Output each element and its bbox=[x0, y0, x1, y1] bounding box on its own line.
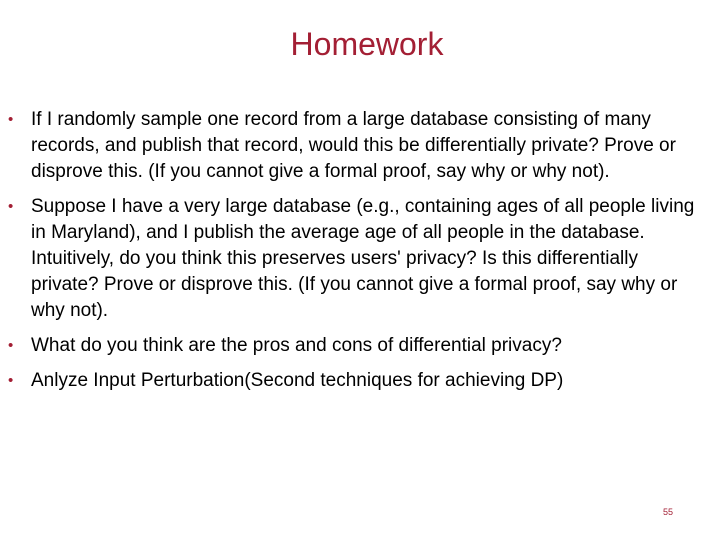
bullet-marker: • bbox=[8, 111, 14, 128]
bullet-item bbox=[8, 333, 708, 359]
bullet-text: Anlyze Input Perturbation(Second techniques for achieving DP) bbox=[31, 370, 564, 391]
bullet-item bbox=[8, 194, 708, 324]
bullet-list bbox=[8, 107, 708, 403]
bullet-text: What do you think are the pros and cons of differential privacy? bbox=[31, 335, 562, 356]
bullet-text: Suppose I have a very large database (e.g., containing ages of all people living in Maryland), and I publish the average age of all people in the database. Intuitively, do you think this preserves users' privacy? Is this differentially private? Prove or disprove this. (If you cannot give a formal proof, say why or why not). bbox=[31, 196, 695, 321]
bullet-marker: • bbox=[8, 198, 14, 215]
slide-title: Homework bbox=[290, 26, 444, 62]
bullet-item bbox=[8, 368, 708, 394]
bullet-item bbox=[8, 107, 708, 185]
bullet-text: If I randomly sample one record from a large database consisting of many records, and publish that record, would this be differentially private? Prove or disprove this. (If you cannot give a formal proof, say why or why not). bbox=[31, 109, 676, 182]
bullet-marker: • bbox=[8, 372, 14, 389]
bullet-marker: • bbox=[8, 337, 14, 354]
page-number: 55 bbox=[663, 507, 674, 517]
